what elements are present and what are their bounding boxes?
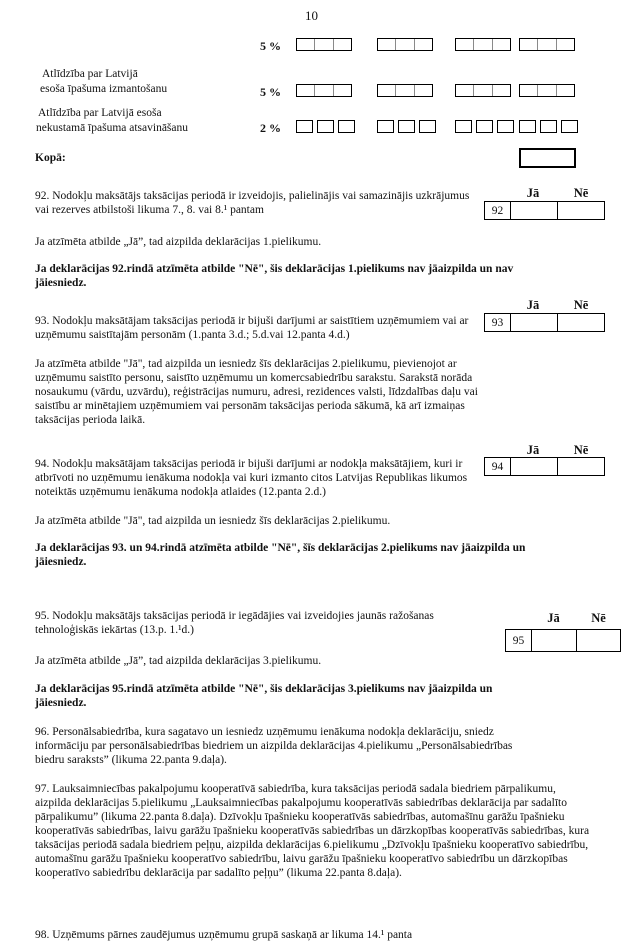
q94-no-label: Nē: [573, 443, 589, 457]
q92-no-label: Nē: [573, 186, 589, 200]
q93-yes-label: Jā: [526, 298, 540, 312]
q94-row-number: 94: [485, 458, 511, 475]
rate-row1-percent: 5 %: [260, 39, 281, 53]
q93-answer-header: [509, 298, 605, 313]
q95-answer-header: [531, 611, 621, 626]
q94-answer-box: [484, 457, 605, 476]
amount-cell[interactable]: [315, 39, 333, 50]
q94-no-cell[interactable]: [558, 458, 604, 475]
q92-row-number: 92: [485, 202, 511, 219]
q92-answer-header: [509, 186, 605, 201]
paragraph-98: 98. Uzņēmums pārnes zaudējumus uzņēmumu grupā saskaņā ar likuma 14.¹ panta: [35, 929, 413, 941]
q92-yes-cell[interactable]: [511, 202, 558, 219]
q93-row-number: 93: [485, 314, 511, 331]
note-92: Ja atzīmēta atbilde „Jā”, tad aizpilda deklarācijas 1.pielikumu.: [35, 236, 322, 248]
q94-yes-label: Jā: [526, 443, 540, 457]
amount-cell[interactable]: [456, 85, 474, 96]
amount-cell[interactable]: [538, 85, 556, 96]
bold-note-92: Ja deklarācijas 92.rindā atzīmēta atbilde "Nē", šis deklarācijas 1.pielikums nav jāaizpilda un nav jāiesniedz.: [35, 263, 514, 289]
amount-box[interactable]: [561, 120, 578, 133]
amount-cell[interactable]: [520, 39, 538, 50]
rate-row1-box-group-1[interactable]: [296, 38, 352, 51]
amount-cell[interactable]: [334, 85, 351, 96]
total-label: Kopā:: [35, 152, 66, 164]
amount-box[interactable]: [540, 120, 557, 133]
paragraph-96: 96. Personālsabiedrība, kura sagatavo un iesniedz uzņēmumu ienākuma nodokļa deklarāciju, sniedz informāciju par personālsabiedrības biedriem un aizpilda deklarācijas 4.pielikumu „Personālsabiedrības biedru saraksts” (likuma 22.panta 9.daļa).: [35, 726, 513, 766]
amount-cell[interactable]: [396, 39, 414, 50]
total-amount-box[interactable]: [519, 148, 576, 168]
amount-box[interactable]: [455, 120, 472, 133]
amount-cell[interactable]: [493, 39, 510, 50]
amount-cell[interactable]: [456, 39, 474, 50]
amount-cell[interactable]: [297, 39, 315, 50]
q92-yes-label: Jā: [526, 186, 540, 200]
q94-answer-header: [509, 443, 605, 458]
rate-row3-label-line2: nekustamā īpašuma atsavināšanu: [36, 122, 189, 134]
question-93-text: 93. Nodokļu maksātājam taksācijas periodā ir bijuši darījumi ar saistītiem uzņēmumiem vai ar uzņēmumu saistītajām personām (1.panta 3.d.; 5.d.vai 12.panta 4.d.): [35, 315, 469, 341]
note-95: Ja atzīmēta atbilde „Jā”, tad aizpilda deklarācijas 3.pielikumu.: [35, 655, 322, 667]
rate-row3-box-group-3[interactable]: [455, 120, 514, 133]
amount-cell[interactable]: [334, 39, 351, 50]
rate-row2-box-group-1[interactable]: [296, 84, 352, 97]
question-95-text: 95. Nodokļu maksātājs taksācijas periodā ir iegādājies vai izveidojies jaunās ražošanas tehnoloģiskās iekārtas (13.p. 1.¹d.): [35, 610, 434, 636]
q95-yes-cell[interactable]: [532, 630, 577, 651]
rate-row3-box-group-2[interactable]: [377, 120, 436, 133]
amount-box[interactable]: [476, 120, 493, 133]
note-94: Ja atzīmēta atbilde "Jā", tad aizpilda un iesniedz šīs deklarācijas 2.pielikumu.: [35, 515, 391, 527]
q95-row-number: 95: [506, 630, 532, 651]
q93-answer-box: [484, 313, 605, 332]
amount-cell[interactable]: [378, 39, 396, 50]
q95-yes-label: Jā: [547, 611, 560, 625]
amount-box[interactable]: [338, 120, 355, 133]
rate-row3-percent: 2 %: [260, 121, 281, 135]
amount-cell[interactable]: [538, 39, 556, 50]
rate-row2-box-group-4[interactable]: [519, 84, 575, 97]
rate-row2-label-line1: Atlīdzība par Latvijā: [42, 68, 138, 80]
rate-row2-box-group-3[interactable]: [455, 84, 511, 97]
amount-cell[interactable]: [520, 85, 538, 96]
amount-box[interactable]: [497, 120, 514, 133]
rate-row1-box-group-4[interactable]: [519, 38, 575, 51]
q93-no-cell[interactable]: [558, 314, 604, 331]
amount-cell[interactable]: [415, 39, 432, 50]
amount-cell[interactable]: [315, 85, 333, 96]
q93-yes-cell[interactable]: [511, 314, 558, 331]
amount-box[interactable]: [519, 120, 536, 133]
amount-box[interactable]: [296, 120, 313, 133]
rate-row3-box-group-4[interactable]: [519, 120, 578, 133]
amount-cell[interactable]: [378, 85, 396, 96]
amount-cell[interactable]: [557, 39, 574, 50]
q94-yes-cell[interactable]: [511, 458, 558, 475]
rate-row2-box-group-2[interactable]: [377, 84, 433, 97]
bold-note-95: Ja deklarācijas 95.rindā atzīmēta atbilde "Nē", šis deklarācijas 3.pielikums nav jāaizpilda un jāiesniedz.: [35, 683, 493, 709]
note-93: Ja atzīmēta atbilde "Jā", tad aizpilda un iesniedz šīs deklarācijas 2.pielikumu, pievienojot ar uzņēmumu saistīto personu, saistīto uzņēmumu un komercsabiedrību sarakstu. Sarakstā norāda nosaukumu (vārdu, uzvārdu), reģistrācijas numuru, adresi, rezidences valsti, līdzdalības daļu vai saistību ar minētajiem uzņēmumiem vai personām taksācijas perioda sākumā, kā arī izmaiņas taksācijas perioda laikā.: [35, 358, 478, 426]
amount-cell[interactable]: [474, 85, 492, 96]
q95-no-label: Nē: [591, 611, 606, 625]
question-94-text: 94. Nodokļu maksātājam taksācijas periodā ir bijuši darījumi ar nodokļa maksātājiem, kuri ir atbrīvoti no uzņēmumu ienākuma nodokļa vai kuri izmanto citos Latvijas Republikas likumos noteiktās uzņēmumu ienākuma nodokļa atlaides (12.panta 2.d.): [35, 458, 468, 498]
rate-row3-box-group-1[interactable]: [296, 120, 355, 133]
amount-box[interactable]: [419, 120, 436, 133]
amount-cell[interactable]: [557, 85, 574, 96]
amount-cell[interactable]: [297, 85, 315, 96]
q95-no-cell[interactable]: [577, 630, 621, 651]
q92-no-cell[interactable]: [558, 202, 604, 219]
amount-box[interactable]: [317, 120, 334, 133]
q92-answer-box: [484, 201, 605, 220]
amount-cell[interactable]: [493, 85, 510, 96]
amount-cell[interactable]: [415, 85, 432, 96]
rate-row3-label-line1: Atlīdzība par Latvijā esoša: [38, 107, 162, 119]
q93-no-label: Nē: [573, 298, 589, 312]
bold-note-93-94: Ja deklarācijas 93. un 94.rindā atzīmēta atbilde "Nē", šīs deklarācijas 2.pielikums nav jāaizpilda un jāiesniedz.: [35, 542, 526, 568]
rate-row1-box-group-2[interactable]: [377, 38, 433, 51]
rate-row1-box-group-3[interactable]: [455, 38, 511, 51]
question-92-text: 92. Nodokļu maksātājs taksācijas periodā ir izveidojis, palielinājis vai samazinājis uzkrājumus vai rezerves atbilstoši likuma 7., 8. vai 8.¹ pantam: [35, 190, 470, 216]
amount-box[interactable]: [377, 120, 394, 133]
amount-cell[interactable]: [474, 39, 492, 50]
rate-row2-label-line2: esoša īpašuma izmantošanu: [40, 83, 168, 95]
amount-box[interactable]: [398, 120, 415, 133]
rate-row2-percent: 5 %: [260, 85, 281, 99]
q95-answer-box: [505, 629, 621, 652]
amount-cell[interactable]: [396, 85, 414, 96]
paragraph-97: 97. Lauksaimniecības pakalpojumu kooperatīvā sabiedrība, kura taksācijas periodā sadala biedriem pārpalikumu, aizpilda deklarācijas 5.pielikumu „Lauksaimniecības pakalpojumu kooperatīvās sabiedrības deklarācija par sadalīto pārpalikumu” (likuma 22.panta 8.daļa). Dzīvokļu īpašnieku kooperatīvās sabiedrības, automašīnu garāžu īpašnieku kooperatīvās sabiedrības, laivu garāžu īpašnieku kooperatīvās sabiedrības un dārzkopības kooperatīvās sabiedrības, kura taksācijas periodā sadala biedriem peļņu, aizpilda deklarācijas 6.pielikumu „Dzīvokļu īpašnieku kooperatīvo sabiedrību, automašīnu garāžu īpašnieku kooperatīvo sabiedrību, laivu garāžu īpašnieku kooperatīvo sabiedrību un dārzkopības kooperatīvo sabiedrību deklarācija par sadalīto peļņu” (likuma 22.panta 8.daļa).: [35, 783, 590, 879]
page-number: 10: [305, 8, 318, 23]
